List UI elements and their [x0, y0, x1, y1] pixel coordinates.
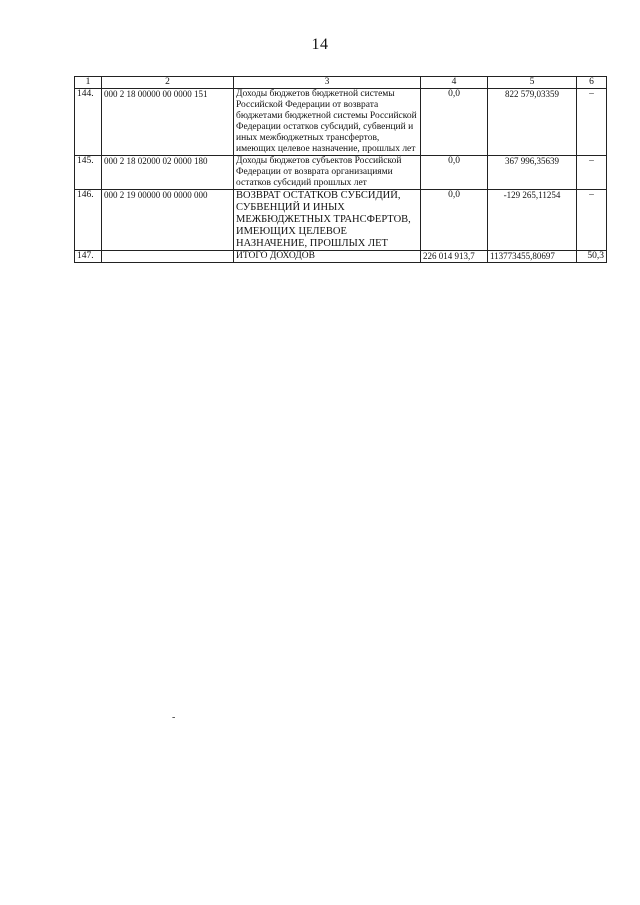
execution-percent: – [577, 156, 607, 190]
row-number: 146. [75, 190, 102, 251]
actual-amount: 822 579,03359 [488, 89, 577, 156]
header-col-3: 3 [234, 77, 421, 89]
row-number: 147. [75, 251, 102, 263]
actual-amount: -129 265,11254 [488, 190, 577, 251]
header-col-1: 1 [75, 77, 102, 89]
income-name: Доходы бюджетов субъектов Российской Федерации от возврата организациями остатков субсидий прошлых лет [234, 156, 421, 190]
budget-code: 000 2 18 02000 02 0000 180 [102, 156, 234, 190]
budget-code [102, 251, 234, 263]
income-name: ИТОГО ДОХОДОВ [234, 251, 421, 263]
actual-amount: 367 996,35639 [488, 156, 577, 190]
budget-code: 000 2 18 00000 00 0000 151 [102, 89, 234, 156]
planned-amount: 0,0 [421, 89, 488, 156]
row-number: 145. [75, 156, 102, 190]
header-col-5: 5 [488, 77, 577, 89]
table-row [75, 190, 607, 251]
row-number: 144. [75, 89, 102, 156]
planned-amount: 0,0 [421, 156, 488, 190]
planned-amount: 0,0 [421, 190, 488, 251]
header-col-2: 2 [102, 77, 234, 89]
table-row [75, 89, 607, 156]
execution-percent: – [577, 89, 607, 156]
income-name: ВОЗВРАТ ОСТАТКОВ СУБСИДИЙ, СУБВЕНЦИЙ И ИНЫХ МЕЖБЮДЖЕТНЫХ ТРАНСФЕРТОВ, ИМЕЮЩИХ ЦЕЛЕВОЕ НАЗНАЧЕНИЕ, ПРОШЛЫХ ЛЕТ [234, 190, 421, 251]
table-row-total [75, 251, 607, 263]
budget-code: 000 2 19 00000 00 0000 000 [102, 190, 234, 251]
header-col-6: 6 [577, 77, 607, 89]
execution-percent: 50,3 [577, 251, 607, 263]
page-number: 14 [311, 36, 329, 53]
table-row [75, 156, 607, 190]
planned-amount: 226 014 913,7 [421, 251, 488, 263]
stray-mark: - [172, 712, 176, 723]
budget-table [74, 76, 607, 263]
table-header-row [75, 77, 607, 89]
income-name: Доходы бюджетов бюджетной системы Российской Федерации от возврата бюджетами бюджетной системы Российской Федерации остатков субсидий, субвенций и иных межбюджетных трансфертов, имеющих целевое назначение, прошлых лет [234, 89, 421, 156]
actual-amount: 113773455,80697 [488, 251, 577, 263]
execution-percent: – [577, 190, 607, 251]
header-col-4: 4 [421, 77, 488, 89]
